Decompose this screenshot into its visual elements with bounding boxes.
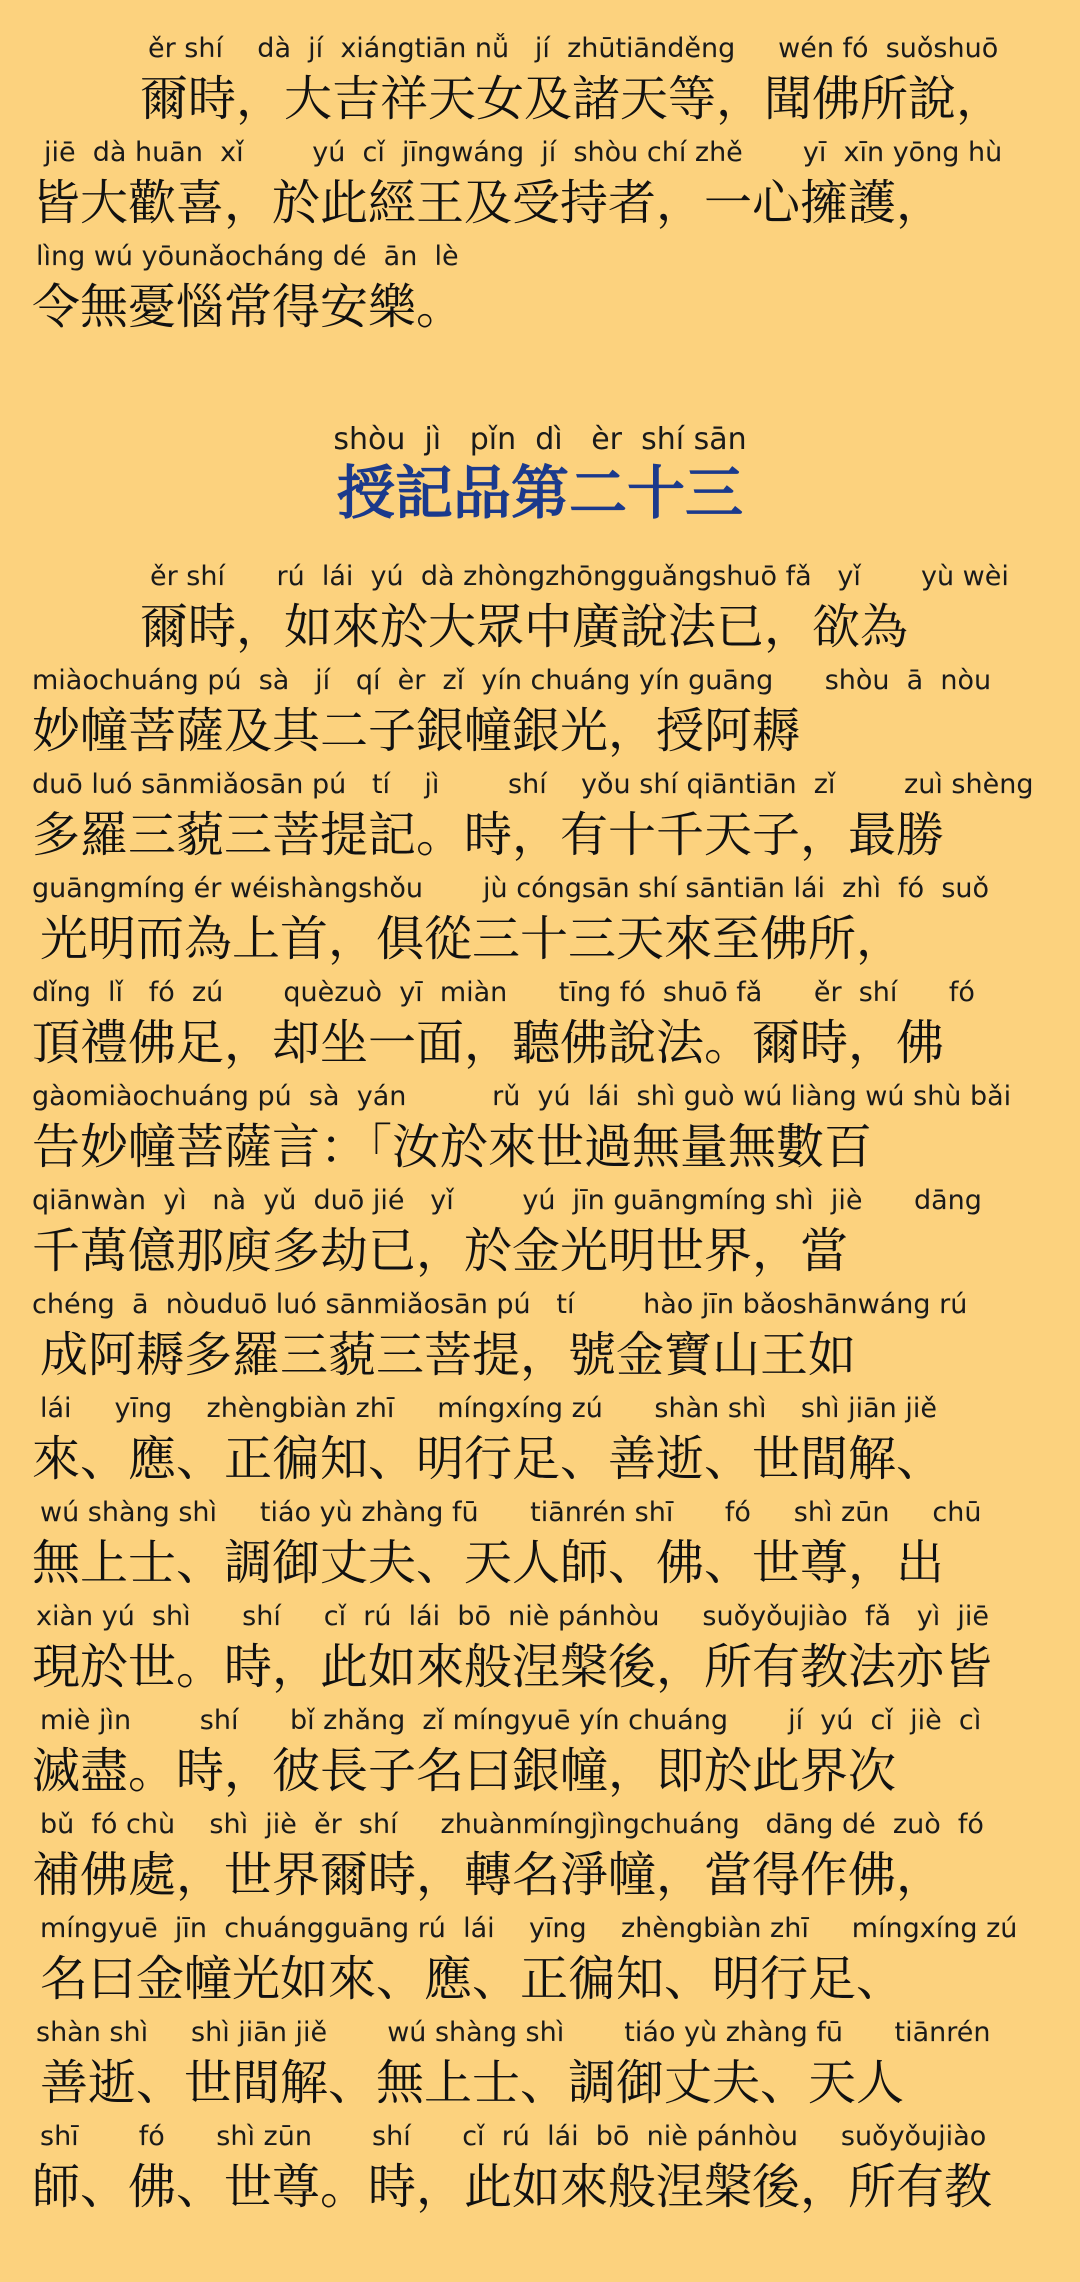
chapter-title-pinyin: shòu jì pǐn dì èr shí sān <box>333 422 747 457</box>
verse-line <box>0 1080 1080 1180</box>
verse-line <box>0 1392 1080 1492</box>
hanzi-text: 多羅三藐三菩提記。時，有十千天子，最勝 <box>32 807 945 863</box>
pinyin-text: dǐng lǐ fó zú quèzuò yī miàn tīng fó shuō fǎ ěr shí fó <box>32 977 975 1008</box>
hanzi-text: 名曰金幢光如來、應、正徧知、明行足、 <box>40 1951 905 2007</box>
hanzi-text: 皆大歡喜，於此經王及受持者，一心擁護， <box>32 175 945 231</box>
pinyin-text: míngyuē jīn chuángguāng rú lái yīng zhèngbiàn zhī míngxíng zú <box>40 1913 1018 1944</box>
pinyin-text: guāngmíng ér wéishàngshǒu jù cóngsān shí sāntiān lái zhì fó suǒ <box>32 873 990 904</box>
pinyin-text: chéng ā nòuduō luó sānmiǎosān pú tí hào jīn bǎoshānwáng rú <box>32 1289 968 1320</box>
hanzi-text: 千萬億那庾多劫已，於金光明世界，當 <box>32 1223 849 1279</box>
hanzi-text: 現於世。時，此如來般涅槃後，所有教法亦皆 <box>32 1639 993 1695</box>
pinyin-text: qiānwàn yì nà yǔ duō jié yǐ yú jīn guāngmíng shì jiè dāng <box>32 1185 982 1216</box>
hanzi-text: 成阿耨多羅三藐三菩提，號金寶山王如 <box>40 1327 857 1383</box>
hanzi-text: 滅盡。時，彼長子名曰銀幢，即於此界次 <box>32 1743 897 1799</box>
chapter-heading <box>0 422 1080 532</box>
hanzi-text: 頂禮佛足，却坐一面，聽佛說法。爾時，佛 <box>32 1015 945 1071</box>
pinyin-text: lìng wú yōunǎocháng dé ān lè <box>36 241 459 272</box>
verse-line <box>0 240 1080 340</box>
verse-line <box>0 1496 1080 1596</box>
verse-line <box>0 1912 1080 2012</box>
pinyin-text: shàn shì shì jiān jiě wú shàng shì tiáo yù zhàng fū tiānrén <box>36 2017 991 2048</box>
hanzi-text: 無上士、調御丈夫、天人師、佛、世尊，出 <box>32 1535 945 1591</box>
pinyin-text: lái yīng zhèngbiàn zhī míngxíng zú shàn shì shì jiān jiě <box>40 1393 937 1424</box>
pinyin-text: miè jìn shí bǐ zhǎng zǐ míngyuē yín chuáng jí yú cǐ jiè cì <box>40 1705 982 1736</box>
pinyin-text: ěr shí rú lái yú dà zhòngzhōngguǎngshuō fǎ yǐ yù wèi <box>150 561 1009 592</box>
hanzi-text: 善逝、世間解、無上士、調御丈夫、天人 <box>40 2055 905 2111</box>
verse-line <box>0 2016 1080 2116</box>
hanzi-text: 爾時，大吉祥天女及諸天等，聞佛所說， <box>140 71 1005 127</box>
hanzi-text: 補佛處，世界爾時，轉名淨幢，當得作佛， <box>32 1847 945 1903</box>
pinyin-text: gàomiàochuáng pú sà yán rǔ yú lái shì guò wú liàng wú shù bǎi <box>32 1081 1012 1112</box>
verse-line <box>0 872 1080 972</box>
chapter-title: 授記品第二十三 <box>336 459 743 527</box>
pinyin-text: miàochuáng pú sà jí qí èr zǐ yín chuáng yín guāng shòu ā nòu <box>32 665 992 696</box>
pinyin-text: xiàn yú shì shí cǐ rú lái bō niè pánhòu suǒyǒujiào fǎ yì jiē <box>36 1601 990 1632</box>
hanzi-text: 來、應、正徧知、明行足、善逝、世間解、 <box>32 1431 945 1487</box>
pinyin-text: jiē dà huān xǐ yú cǐ jīngwáng jí shòu chí zhě yī xīn yōng hù <box>44 137 1003 168</box>
verse-line <box>0 1808 1080 1908</box>
pinyin-text: duō luó sānmiǎosān pú tí jì shí yǒu shí qiāntiān zǐ zuì shèng <box>32 769 1034 800</box>
pinyin-text: wú shàng shì tiáo yù zhàng fū tiānrén shī fó shì zūn chū <box>40 1497 982 1528</box>
verse-line <box>0 2120 1080 2220</box>
verse-line <box>0 136 1080 236</box>
verse-line <box>0 976 1080 1076</box>
hanzi-text: 爾時，如來於大眾中廣說法已，欲為 <box>140 599 909 655</box>
verse-line <box>0 1704 1080 1804</box>
hanzi-text: 師、佛、世尊。時，此如來般涅槃後，所有教 <box>32 2159 993 2215</box>
verse-line <box>0 664 1080 764</box>
verse-line <box>0 1184 1080 1284</box>
verse-line <box>0 1288 1080 1388</box>
pinyin-text: bǔ fó chù shì jiè ěr shí zhuànmíngjìngchuáng dāng dé zuò fó <box>40 1809 984 1840</box>
hanzi-text: 妙幢菩薩及其二子銀幢銀光，授阿耨 <box>32 703 801 759</box>
verse-line <box>0 560 1080 660</box>
pinyin-text: shī fó shì zūn shí cǐ rú lái bō niè pánhòu suǒyǒujiào <box>40 2121 987 2152</box>
hanzi-text: 光明而為上首，俱從三十三天來至佛所， <box>40 911 905 967</box>
verse-line <box>0 32 1080 132</box>
verse-line <box>0 1600 1080 1700</box>
pinyin-text: ěr shí dà jí xiángtiān nǚ jí zhūtiānděng wén fó suǒshuō <box>148 33 999 64</box>
hanzi-text: 令無憂惱常得安樂。 <box>32 279 465 335</box>
hanzi-text: 告妙幢菩薩言：「汝於來世過無量無數百 <box>32 1119 873 1175</box>
verse-line <box>0 768 1080 868</box>
